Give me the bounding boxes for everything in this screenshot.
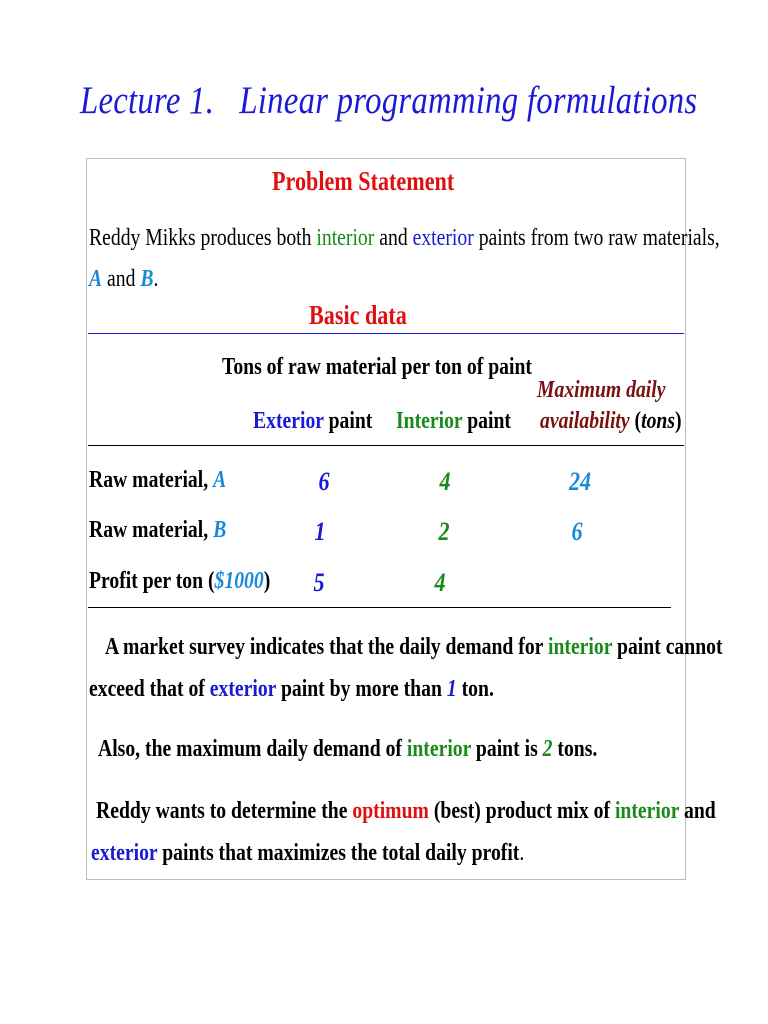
row-label-a: Raw material, A: [89, 467, 227, 493]
var-a: A: [89, 266, 103, 292]
tons-header: Tons of raw material per ton of paint: [222, 354, 532, 380]
survey-line-4: Reddy wants to determine the optimum (best) product mix of interior and: [96, 798, 716, 824]
survey-line-1: A market survey indicates that the daily demand for interior paint cannot: [105, 634, 723, 660]
problem-line-1: Reddy Mikks produces both interior and exterior paints from two raw materials,: [89, 225, 720, 251]
lecture-number: Lecture 1.: [80, 79, 215, 122]
blue-divider: [88, 333, 684, 334]
survey-line-5: exterior paints that maximizes the total daily profit.: [91, 840, 525, 866]
table-header-divider: [88, 445, 684, 446]
word-exterior: exterior: [412, 225, 474, 251]
problem-line-2: A and B.: [89, 266, 159, 292]
cell-a-interior: 4: [439, 467, 451, 496]
row-label-profit: Profit per ton ($1000): [89, 568, 271, 594]
page-title: [80, 78, 697, 123]
survey-line-2: exceed that of exterior paint by more than 1 ton.: [89, 676, 494, 702]
cell-profit-interior: 4: [434, 568, 446, 597]
table-bottom-divider: [88, 607, 671, 608]
var-b: B: [140, 266, 154, 292]
problem-heading: Problem Statement: [272, 166, 455, 196]
word-interior: interior: [316, 225, 375, 251]
basic-data-heading: Basic data: [309, 300, 407, 330]
cell-b-interior: 2: [438, 517, 450, 546]
col-interior-paint: Interior paint: [396, 408, 511, 434]
col-max-line-1: Maximum daily: [537, 377, 666, 403]
col-exterior-paint: Exterior paint: [253, 408, 373, 434]
row-label-b: Raw material, B: [89, 517, 227, 543]
cell-a-exterior: 6: [318, 467, 330, 496]
cell-profit-exterior: 5: [313, 568, 325, 597]
survey-line-3: Also, the maximum daily demand of interior paint is 2 tons.: [98, 736, 598, 762]
lecture-topic: Linear programming formulations: [239, 79, 698, 122]
cell-b-exterior: 1: [314, 517, 326, 546]
cell-a-availability: 24: [568, 467, 592, 496]
col-max-line-2: availability (tons): [540, 408, 682, 434]
cell-b-availability: 6: [571, 517, 583, 546]
